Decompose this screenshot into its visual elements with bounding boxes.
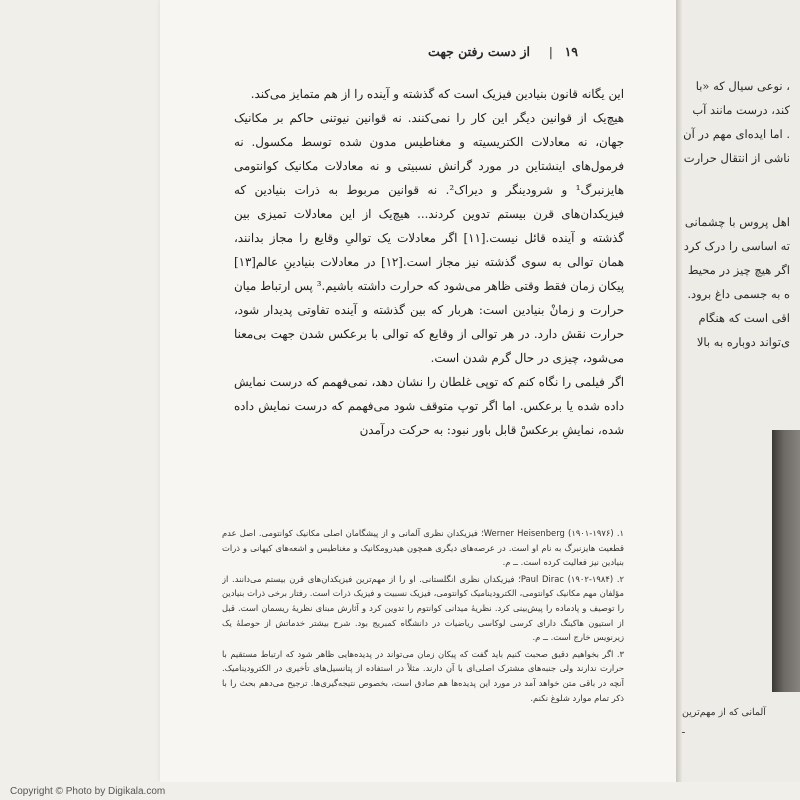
right-page xyxy=(682,0,800,782)
text-line: اگر هیچ چیز در محیط xyxy=(687,263,790,277)
body-paragraph: اگر فیلمی را نگاه کنم که توپی غلطان را نشان دهد، نمی‌فهمم که درست نمایش داده شده یا برعکس. اما اگر توپ متوقف شود می‌فهمم که درست نمایش داده شده، نمایشِ برعکسْ قابل باور نبود: به حرکت درآمدن xyxy=(234,375,624,437)
footnote: ۳. اگر بخواهیم دقیق صحبت کنیم باید گفت که پیکان زمان می‌تواند در پدیده‌هایی ظاهر شود که ارتباط مستقیم با حرارت ندارند ولی جنبه‌های مشترک اصلی‌ای با آن دارند. مثلاً در استفاده از پتانسیل‌های تأخیری در الکترودینامیک. آنچه در باقی متن خواهد آمد در مورد این پدیده‌ها هم صادق است، بخصوص نتیجه‌گیری‌ها. ترجیح می‌دهم بحث را با ذکر تمام موارد شلوغ نکنم. xyxy=(222,648,624,703)
caption-line: آلمانی که از مهم‌ترین xyxy=(682,707,766,718)
header-separator: | xyxy=(548,44,553,59)
chapter-title: از دست رفتن جهت xyxy=(428,44,530,59)
text-line: اقی است که هنگام xyxy=(698,311,790,325)
caption-line: ـ xyxy=(682,725,685,736)
page-number: ۱۹ xyxy=(564,44,578,59)
right-page-text xyxy=(682,74,800,404)
text-line: ی‌تواند دوباره به بالا xyxy=(696,335,790,349)
running-header xyxy=(210,44,640,66)
text-line: ته اساسی را درک کرد xyxy=(683,239,790,253)
footnotes xyxy=(222,526,624,750)
copyright-notice: Copyright © Photo by Digikala.com xyxy=(10,786,166,797)
text-line: کند، درست مانند آب xyxy=(692,103,790,117)
portrait-photo xyxy=(772,430,800,692)
text-line: ناشی از انتقال حرارت xyxy=(683,151,790,165)
footnote: ۲. Paul Dirac (۱۹۰۲-۱۹۸۴)؛ فیزیکدان نظری انگلستانی. او را از مهم‌ترین فیزیکدان‌های قرن بیستم می‌دانند. از مؤلفان مهم مکانیک کوانتومی، الکترودینامیک کوانتومی، فیزیک نسبیت و فیزیک ذرات است. رفتار برخی ذرات بنیادین را توصیف و پادماده را پیش‌بینی کرد. نظریهٔ میدانی کوانتوم را تدوین کرد و آثارش مبنای نظریهٔ ریسمان است. قبل از استیون هاکینگ دارای کرسی لوکاسی ریاضیات در دانشگاه کمبریج بود. شرح بیشتر خدماتش از حوصلهٔ یک زیرنویس خارج است. ــ م. xyxy=(222,573,624,643)
text-line: ، نوعی سیال که «با xyxy=(695,79,790,93)
body-paragraph: این یگانه قانون بنیادین فیزیک است که گذشته و آینده را از هم متمایز می‌کند. xyxy=(250,87,624,101)
text-line: ه به جسمی داغ برود. xyxy=(687,287,790,301)
footnote: ۱. Werner Heisenberg (۱۹۰۱-۱۹۷۶)؛ فیزیکدان نظری آلمانی و از پیشگامان اصلی مکانیک کوانتومی. اصل عدم قطعیت هایزنبرگ به نام او است. در عرصه‌های دیگری همچون هیدرومکانیک و مغناطیس و اشعه‌های کیهانی و ذرات بنیادین نیز فعالیت کرده است. ــ م. xyxy=(222,528,624,568)
body-paragraph: هیچ‌یک از قوانین دیگر این کار را نمی‌کنند. نه قوانین نیوتنی حاکم بر مکانیک جهان، نه معادلات الکتریسیته و مغناطیس مدون شده توسط مکسول. نه فرمول‌های اینشتاین در مورد گرانش نسبیتی و نه معادلات مکانیک کوانتومی هایزنبرگ¹ و شرودینگر و دیراک². نه قوانین مربوط به ذرات بنیادین که فیزیکدان‌های قرن بیستم تدوین کردند... هیچ‌یک از این معادلات تمیزی بین گذشته و آینده قائل نیست.[۱۱] اگر معادلات یک توالیِ وقایع را مجاز بدانند، همان توالی به سوی گذشته نیز مجاز است.[۱۲] در معادلات بنیادینِ عالم[۱۳] پیکان زمان فقط وقتی ظاهر می‌شود که حرارت داشته باشیم.³ پس ارتباط میان حرارت و زمانْ بنیادین است: هربار که بین گذشته و آینده تفاوتی پدیدار شود، حرارت نقش دارد. در هر توالی از وقایع که توالی با برعکس شدن جهت بی‌معنا می‌شود، چیزی در حال گرم شدن است. xyxy=(234,111,624,365)
text-line: اهل پروس با چشمانی xyxy=(684,215,790,229)
left-page xyxy=(160,0,680,782)
body-text xyxy=(234,82,624,512)
photo-caption xyxy=(682,704,798,744)
text-line: . اما ایده‌ای مهم در آن xyxy=(683,127,790,141)
